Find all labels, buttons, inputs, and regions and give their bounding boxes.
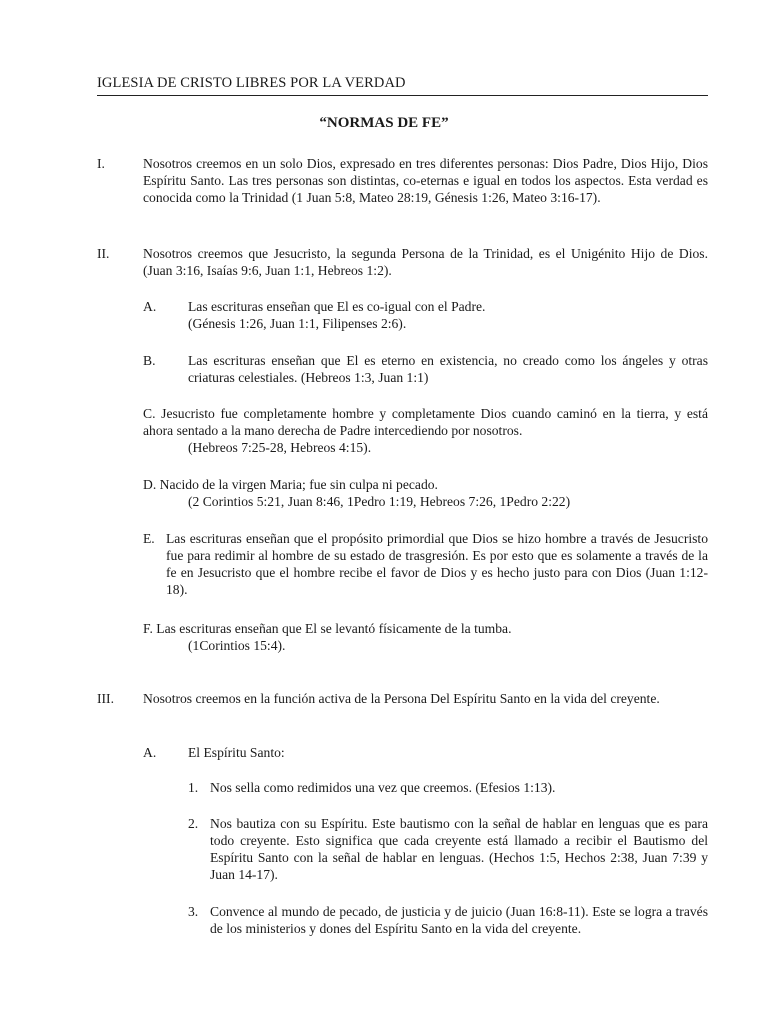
subsection-text: Las escrituras enseñan que el propósito primordial que Dios se hizo hombre a través de Jesucristo fue para redimir al hombre de su estado de trasgresión. Es por esto que es solamente a través de la fe en Jesucristo que el hombre recibe el favor de Dios y es hecho justo para con Dios (Juan 1:12-18). [166,531,708,597]
subsection-text [188,298,708,332]
section-text: Nosotros creemos en la función activa de la Persona Del Espíritu Santo en la vida del creyente. [143,691,660,706]
subsection-reference: (Génesis 1:26, Juan 1:1, Filipenses 2:6). [188,316,407,331]
section-number: II. [97,246,110,261]
subsection-letter: C. [143,406,156,421]
subsection-letter: B. [143,353,156,368]
subsection-d [143,476,708,510]
subsection-body: Las escrituras enseñan que El es co-igual con el Padre. [188,299,486,314]
section-text: Nosotros creemos que Jesucristo, la segunda Persona de la Trinidad, es el Unigénito Hijo de Dios. (Juan 3:16, Isaías 9:6, Juan 1:1, Hebreos 1:2). [143,246,708,278]
subsection-body: Las escrituras enseñan que El se levantó físicamente de la tumba. [156,621,512,636]
subsection-letter: A. [143,299,157,314]
section-number: I. [97,156,105,171]
document-header [97,73,708,96]
subsection-body: Jesucristo fue completamente hombre y completamente Dios cuando caminó en la tierra, y está ahora sentado a la mano derecha de Padre intercediendo por nosotros. [143,406,708,438]
subsection-letter: F. [143,621,153,636]
subsection-f [143,620,708,654]
subsection-letter: A. [143,745,157,760]
list-item: Nos sella como redimidos una vez que creemos. (Efesios 1:13). [210,780,556,795]
list-item-number: 2. [188,816,199,831]
subsection-body: Nacido de la virgen Maria; fue sin culpa ni pecado. [159,477,438,492]
list-item-number: 3. [188,904,199,919]
section-number: III. [97,691,114,706]
subsection-letter: E. [143,531,155,546]
subsection-text: El Espíritu Santo: [188,745,285,760]
subsection-reference: (2 Corintios 5:21, Juan 8:46, 1Pedro 1:19, Hebreos 7:26, 1Pedro 2:22) [188,494,571,509]
section-text: Nosotros creemos en un solo Dios, expresado en tres diferentes personas: Dios Padre, Dios Hijo, Dios Espíritu Santo. Las tres personas son distintas, co-eternas e igual en todos los aspectos. Esta verdad es conocida como la Trinidad (1 Juan 5:8, Mateo 28:19, Génesis 1:26, Mateo 3:16-17). [143,156,708,205]
subsection-c [143,405,708,456]
organization-name: IGLESIA DE CRISTO LIBRES POR LA VERDAD [97,75,406,91]
subsection-text: Las escrituras enseñan que El es eterno en existencia, no creado como los ángeles y otras criaturas celestiales. (Hebreos 1:3, Juan 1:1) [188,353,708,385]
subsection-reference: (Hebreos 7:25-28, Hebreos 4:15). [188,440,372,455]
list-item: Nos bautiza con su Espíritu. Este bautismo con la señal de hablar en lenguas que es para todo creyente. Esto significa que cada creyente está llamado a recibir el Bautismo del Espíritu Santo con la señal de hablar en lenguas. (Hechos 1:5, Hechos 2:38, Juan 7:39 y Juan 14-17). [210,816,708,882]
list-item: Convence al mundo de pecado, de justicia y de juicio (Juan 16:8-11). Este se logra a través de los ministerios y dones del Espíritu Santo en la vida del creyente. [210,904,708,936]
page-title: “NORMAS DE FE” [319,115,449,131]
list-item-number: 1. [188,780,199,795]
subsection-letter: D. [143,477,157,492]
subsection-reference: (1Corintios 15:4). [188,638,286,653]
